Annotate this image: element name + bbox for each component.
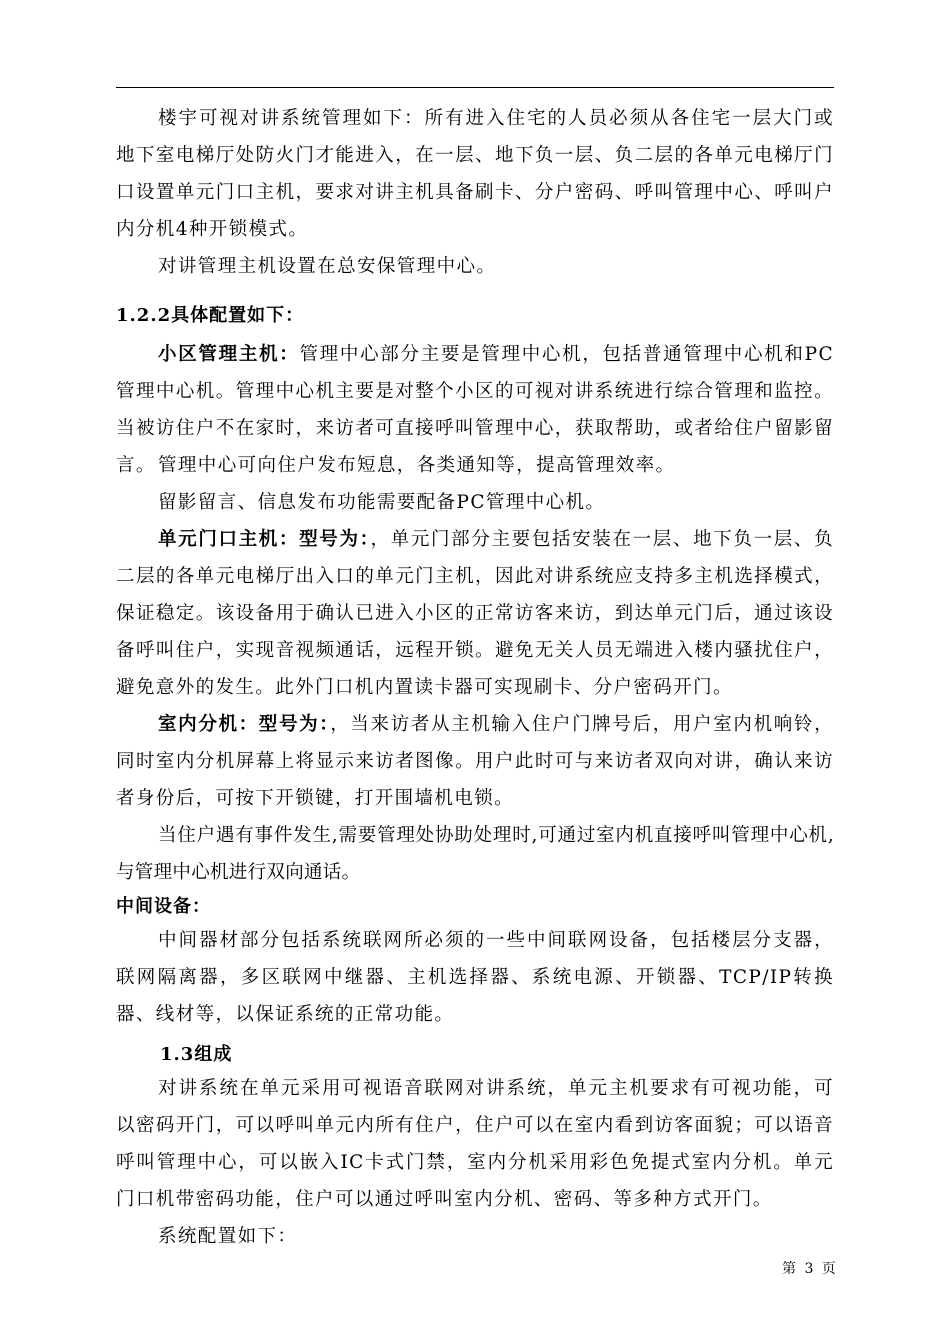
label-community-host: 小区管理主机：	[158, 344, 300, 365]
label-indoor-unit: 室内分机：型号为：	[158, 714, 331, 735]
section-heading-1-2-2: 1.2.2具体配置如下：	[116, 305, 305, 326]
text-unit-door-host: ，单元门部分主要包括安装在一层、地下负一层、负二层的各单元电梯厅出入口的单元门主机，因此对讲系统应支持多主机选择模式，保证稳定。该设备用于确认已进入小区的正常访客来访，到达单元门后，通过该设备呼叫住户，实现音视频通话，远程开锁。避免无关人员无端进入楼内骚扰住户，避免意外的发生。此外门口机内置读卡器可实现刷卡、分户密码开门。	[116, 529, 834, 698]
paragraph-intro: 楼宇可视对讲系统管理如下：所有进入住宅的人员必须从各住宅一层大门或地下室电梯厅处防火门才能进入，在一层、地下负一层、负二层的各单元电梯厅门口设置单元门口主机，要求对讲主机具备刷卡、分户密码、呼叫管理中心、呼叫户内分机4种开锁模式。	[116, 108, 834, 240]
header-rule	[116, 87, 834, 88]
paragraph-pc-center: 留影留言、信息发布功能需要配备PC管理中心机。	[158, 492, 606, 513]
label-unit-door-host: 单元门口主机：型号为：	[158, 529, 371, 550]
paragraph-middle-equipment: 中间器材部分包括系统联网所必须的一些中间联网设备，包括楼层分支器，联网隔离器，多区联网中继器、主机选择器、系统电源、开锁器、TCP/IP转换器、线材等，以保证系统的正常功能。	[116, 930, 834, 1025]
text-indoor-unit: ，当来访者从主机输入住户门牌号后，用户室内机响铃，同时室内分机屏幕上将显示来访者图像。用户此时可与来访者双向对讲，确认来访者身份后，可按下开锁键，打开围墙机电锁。	[116, 714, 834, 809]
paragraph-system-config: 系统配置如下：	[158, 1226, 298, 1247]
paragraph-sms-notice: 管理中心可向住户发布短息，各类通知等，提高管理效率。	[158, 455, 676, 476]
page-number: 第 3 页	[782, 1261, 838, 1277]
paragraph-management-host-location: 对讲管理主机设置在总安保管理中心。	[158, 256, 497, 277]
paragraph-indoor-unit	[116, 706, 834, 817]
paragraph-emergency-call: 当住户遇有事件发生,需要管理处协助处理时,可通过室内机直接呼叫管理中心机,与管理中心机进行双向通话。	[116, 825, 834, 883]
text-community-host: 管理中心部分主要是管理中心机，包括普通管理中心机和PC管理中心机。管理中心机主要是对整个小区的可视对讲系统进行综合管理和监控。当被访住户不在家时，来访者可直接呼叫管理中心，获取帮助，或者给住户留影留言。	[116, 344, 834, 476]
paragraph-unit-door-host	[116, 521, 834, 706]
section-heading-1-3: 1.3组成	[160, 1044, 233, 1065]
section-heading-middle-equipment: 中间设备：	[116, 896, 211, 917]
paragraph-composition: 对讲系统在单元采用可视语音联网对讲系统，单元主机要求有可视功能，可以密码开门，可以呼叫单元内所有住户，住户可以在室内看到访客面貌；可以语音呼叫管理中心，可以嵌入IC卡式门禁，室内分机采用彩色免提式室内分机。单元门口机带密码功能，住户可以通过呼叫室内分机、密码、等多种方式开门。	[116, 1078, 834, 1210]
